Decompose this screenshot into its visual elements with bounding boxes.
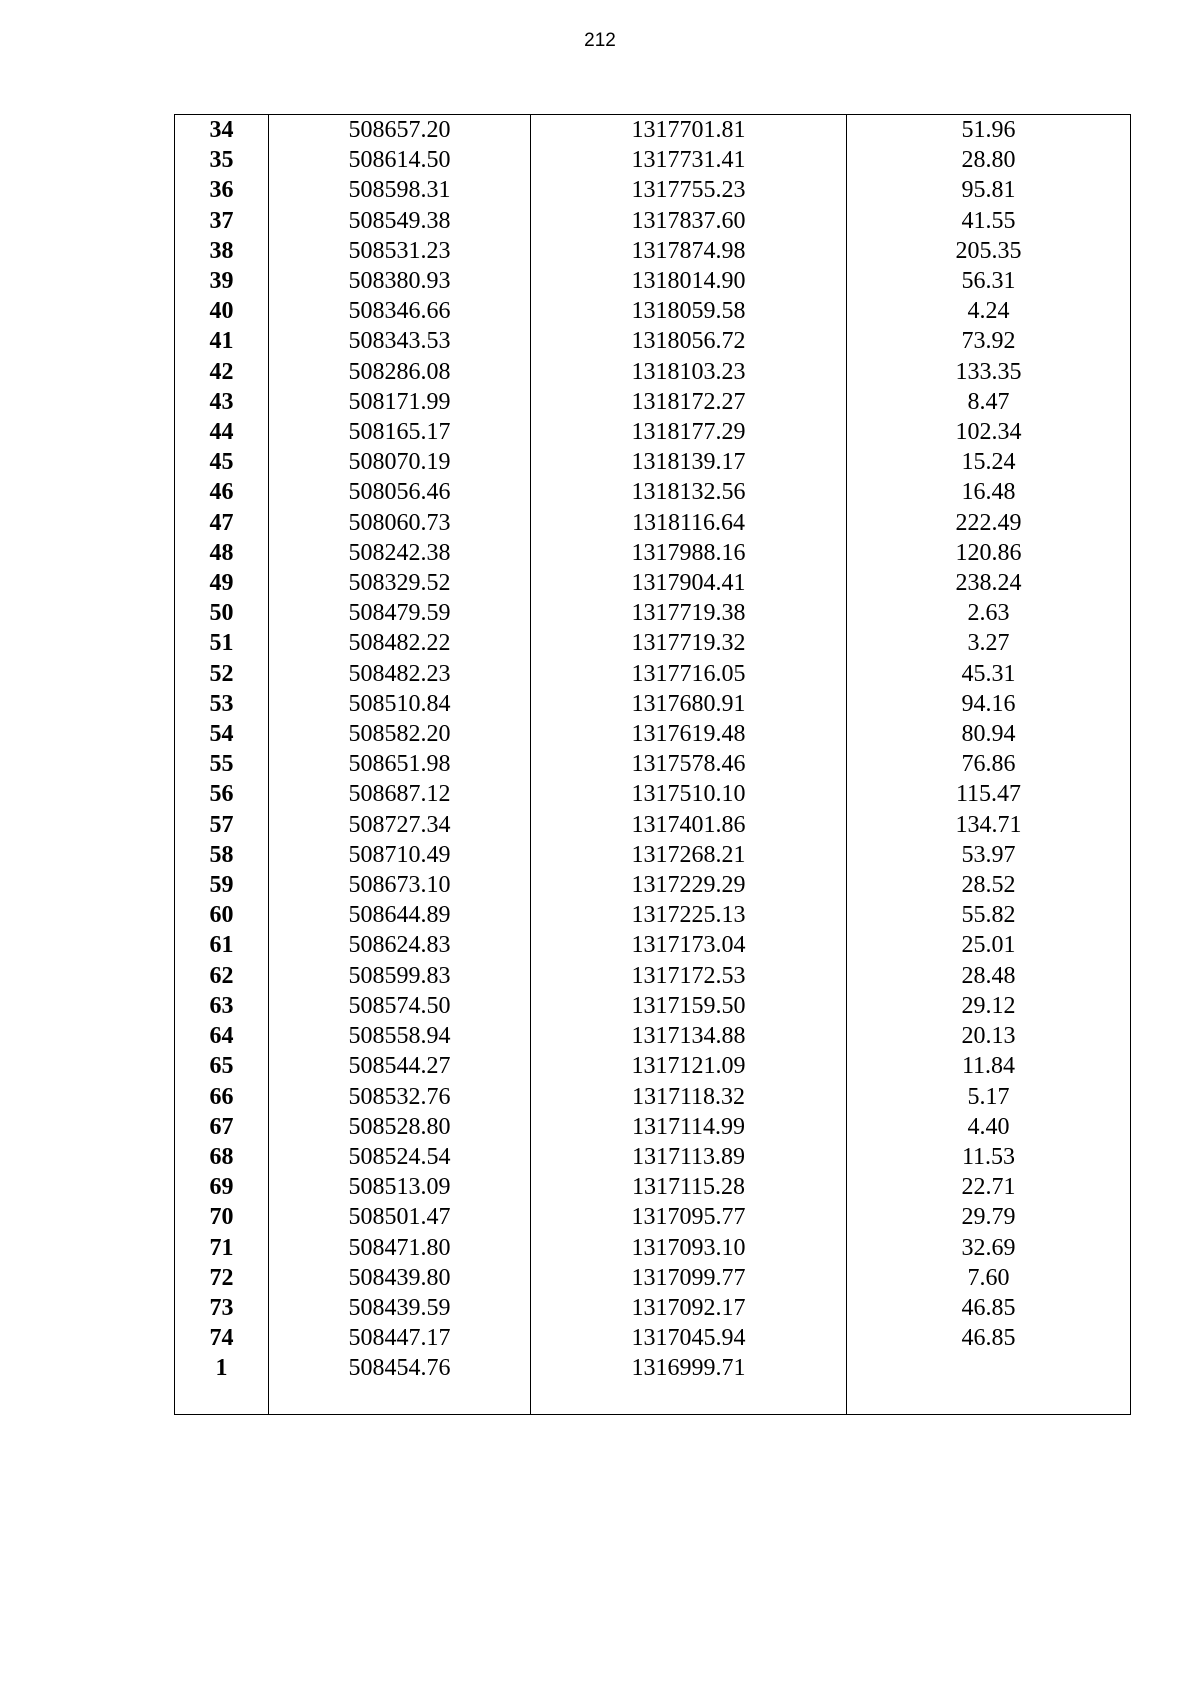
point-number-cell: 55: [175, 749, 269, 779]
table-row: [175, 900, 1131, 930]
y-coordinate-cell: 1318056.72: [531, 326, 847, 356]
x-coordinate-cell: 508482.23: [269, 659, 531, 689]
distance-cell: 29.12: [847, 991, 1131, 1021]
table-row: [175, 991, 1131, 1021]
y-coordinate-cell: 1317229.29: [531, 870, 847, 900]
y-coordinate-cell: 1317114.99: [531, 1112, 847, 1142]
distance-cell: 46.85: [847, 1293, 1131, 1323]
distance-cell: 7.60: [847, 1263, 1131, 1293]
y-coordinate-cell: 1317121.09: [531, 1051, 847, 1081]
y-coordinate-cell: 1317755.23: [531, 175, 847, 205]
distance-cell: 73.92: [847, 326, 1131, 356]
y-coordinate-cell: 1317092.17: [531, 1293, 847, 1323]
point-number-cell: 38: [175, 236, 269, 266]
x-coordinate-cell: 508531.23: [269, 236, 531, 266]
distance-cell: 41.55: [847, 206, 1131, 236]
distance-cell: 46.85: [847, 1323, 1131, 1353]
distance-cell: 20.13: [847, 1021, 1131, 1051]
distance-cell: 28.52: [847, 870, 1131, 900]
x-coordinate-cell: 508574.50: [269, 991, 531, 1021]
y-coordinate-cell: 1317578.46: [531, 749, 847, 779]
distance-cell: 2.63: [847, 598, 1131, 628]
point-number-cell: 41: [175, 326, 269, 356]
point-number-cell: 62: [175, 961, 269, 991]
table-row: [175, 598, 1131, 628]
distance-cell: 28.48: [847, 961, 1131, 991]
point-number-cell: 51: [175, 628, 269, 658]
x-coordinate-cell: 508439.80: [269, 1263, 531, 1293]
y-coordinate-cell: 1317225.13: [531, 900, 847, 930]
x-coordinate-cell: 508454.76: [269, 1353, 531, 1383]
y-coordinate-cell: 1316999.71: [531, 1353, 847, 1383]
table-row: [175, 266, 1131, 296]
x-coordinate-cell: 508510.84: [269, 689, 531, 719]
distance-cell: 3.27: [847, 628, 1131, 658]
point-number-cell: 34: [175, 115, 269, 146]
distance-cell: 238.24: [847, 568, 1131, 598]
distance-cell: 115.47: [847, 779, 1131, 809]
x-coordinate-cell: 508644.89: [269, 900, 531, 930]
x-coordinate-cell: 508524.54: [269, 1142, 531, 1172]
x-coordinate-cell: 508060.73: [269, 508, 531, 538]
table-row: [175, 840, 1131, 870]
table-row: [175, 447, 1131, 477]
y-coordinate-cell: 1317701.81: [531, 115, 847, 146]
x-coordinate-cell: 508286.08: [269, 357, 531, 387]
distance-cell: [847, 1353, 1131, 1383]
distance-cell: 134.71: [847, 810, 1131, 840]
point-number-cell: 52: [175, 659, 269, 689]
distance-cell: 94.16: [847, 689, 1131, 719]
table-row: [175, 961, 1131, 991]
x-coordinate-cell: 508651.98: [269, 749, 531, 779]
point-number-cell: 53: [175, 689, 269, 719]
empty-cell: [531, 1384, 847, 1415]
point-number-cell: 58: [175, 840, 269, 870]
page-number: 212: [584, 30, 616, 51]
coordinates-table-body: [175, 115, 1131, 1415]
y-coordinate-cell: 1317874.98: [531, 236, 847, 266]
point-number-cell: 35: [175, 145, 269, 175]
y-coordinate-cell: 1317093.10: [531, 1233, 847, 1263]
distance-cell: 11.84: [847, 1051, 1131, 1081]
table-row: [175, 145, 1131, 175]
table-row: [175, 326, 1131, 356]
y-coordinate-cell: 1317837.60: [531, 206, 847, 236]
x-coordinate-cell: 508501.47: [269, 1202, 531, 1232]
x-coordinate-cell: 508329.52: [269, 568, 531, 598]
y-coordinate-cell: 1318172.27: [531, 387, 847, 417]
table-row: [175, 930, 1131, 960]
x-coordinate-cell: 508710.49: [269, 840, 531, 870]
table-row: [175, 387, 1131, 417]
y-coordinate-cell: 1317619.48: [531, 719, 847, 749]
distance-cell: 205.35: [847, 236, 1131, 266]
point-number-cell: 50: [175, 598, 269, 628]
distance-cell: 8.47: [847, 387, 1131, 417]
distance-cell: 22.71: [847, 1172, 1131, 1202]
y-coordinate-cell: 1317716.05: [531, 659, 847, 689]
x-coordinate-cell: 508471.80: [269, 1233, 531, 1263]
table-row: [175, 689, 1131, 719]
y-coordinate-cell: 1317988.16: [531, 538, 847, 568]
table-row: [175, 1263, 1131, 1293]
y-coordinate-cell: 1317173.04: [531, 930, 847, 960]
x-coordinate-cell: 508624.83: [269, 930, 531, 960]
x-coordinate-cell: 508346.66: [269, 296, 531, 326]
point-number-cell: 72: [175, 1263, 269, 1293]
distance-cell: 4.40: [847, 1112, 1131, 1142]
y-coordinate-cell: 1317045.94: [531, 1323, 847, 1353]
point-number-cell: 40: [175, 296, 269, 326]
point-number-cell: 65: [175, 1051, 269, 1081]
table-row: [175, 477, 1131, 507]
point-number-cell: 37: [175, 206, 269, 236]
x-coordinate-cell: 508165.17: [269, 417, 531, 447]
table-row: [175, 1051, 1131, 1081]
y-coordinate-cell: 1317401.86: [531, 810, 847, 840]
point-number-cell: 67: [175, 1112, 269, 1142]
y-coordinate-cell: 1317134.88: [531, 1021, 847, 1051]
x-coordinate-cell: 508599.83: [269, 961, 531, 991]
distance-cell: 32.69: [847, 1233, 1131, 1263]
y-coordinate-cell: 1317904.41: [531, 568, 847, 598]
table-spacer-row: [175, 1384, 1131, 1415]
coordinates-table: [174, 114, 1131, 1415]
y-coordinate-cell: 1318059.58: [531, 296, 847, 326]
y-coordinate-cell: 1317159.50: [531, 991, 847, 1021]
distance-cell: 102.34: [847, 417, 1131, 447]
table-row: [175, 1021, 1131, 1051]
x-coordinate-cell: 508447.17: [269, 1323, 531, 1353]
distance-cell: 55.82: [847, 900, 1131, 930]
x-coordinate-cell: 508657.20: [269, 115, 531, 146]
x-coordinate-cell: 508673.10: [269, 870, 531, 900]
table-row: [175, 1172, 1131, 1202]
y-coordinate-cell: 1317731.41: [531, 145, 847, 175]
distance-cell: 11.53: [847, 1142, 1131, 1172]
x-coordinate-cell: 508549.38: [269, 206, 531, 236]
point-number-cell: 36: [175, 175, 269, 205]
point-number-cell: 70: [175, 1202, 269, 1232]
point-number-cell: 49: [175, 568, 269, 598]
y-coordinate-cell: 1317113.89: [531, 1142, 847, 1172]
point-number-cell: 48: [175, 538, 269, 568]
y-coordinate-cell: 1318014.90: [531, 266, 847, 296]
table-row: [175, 810, 1131, 840]
point-number-cell: 60: [175, 900, 269, 930]
distance-cell: 25.01: [847, 930, 1131, 960]
distance-cell: 53.97: [847, 840, 1131, 870]
y-coordinate-cell: 1317099.77: [531, 1263, 847, 1293]
x-coordinate-cell: 508070.19: [269, 447, 531, 477]
distance-cell: 4.24: [847, 296, 1131, 326]
table-row: [175, 417, 1131, 447]
table-row: [175, 236, 1131, 266]
y-coordinate-cell: 1317115.28: [531, 1172, 847, 1202]
y-coordinate-cell: 1318132.56: [531, 477, 847, 507]
x-coordinate-cell: 508614.50: [269, 145, 531, 175]
distance-cell: 29.79: [847, 1202, 1131, 1232]
x-coordinate-cell: 508544.27: [269, 1051, 531, 1081]
y-coordinate-cell: 1317172.53: [531, 961, 847, 991]
point-number-cell: 71: [175, 1233, 269, 1263]
table-row: [175, 175, 1131, 205]
point-number-cell: 68: [175, 1142, 269, 1172]
distance-cell: 120.86: [847, 538, 1131, 568]
point-number-cell: 43: [175, 387, 269, 417]
table-row: [175, 115, 1131, 146]
point-number-cell: 46: [175, 477, 269, 507]
point-number-cell: 47: [175, 508, 269, 538]
distance-cell: 51.96: [847, 115, 1131, 146]
point-number-cell: 64: [175, 1021, 269, 1051]
x-coordinate-cell: 508532.76: [269, 1082, 531, 1112]
point-number-cell: 39: [175, 266, 269, 296]
distance-cell: 15.24: [847, 447, 1131, 477]
x-coordinate-cell: 508687.12: [269, 779, 531, 809]
x-coordinate-cell: 508343.53: [269, 326, 531, 356]
x-coordinate-cell: 508380.93: [269, 266, 531, 296]
point-number-cell: 42: [175, 357, 269, 387]
table-row: [175, 508, 1131, 538]
point-number-cell: 61: [175, 930, 269, 960]
x-coordinate-cell: 508727.34: [269, 810, 531, 840]
y-coordinate-cell: 1317118.32: [531, 1082, 847, 1112]
y-coordinate-cell: 1318116.64: [531, 508, 847, 538]
x-coordinate-cell: 508513.09: [269, 1172, 531, 1202]
point-number-cell: 74: [175, 1323, 269, 1353]
table-row: [175, 1353, 1131, 1383]
empty-cell: [847, 1384, 1131, 1415]
y-coordinate-cell: 1317095.77: [531, 1202, 847, 1232]
table-row: [175, 659, 1131, 689]
x-coordinate-cell: 508558.94: [269, 1021, 531, 1051]
y-coordinate-cell: 1318177.29: [531, 417, 847, 447]
distance-cell: 28.80: [847, 145, 1131, 175]
point-number-cell: 66: [175, 1082, 269, 1112]
y-coordinate-cell: 1317719.38: [531, 598, 847, 628]
point-number-cell: 69: [175, 1172, 269, 1202]
distance-cell: 45.31: [847, 659, 1131, 689]
empty-cell: [175, 1384, 269, 1415]
point-number-cell: 45: [175, 447, 269, 477]
table-row: [175, 749, 1131, 779]
table-row: [175, 1293, 1131, 1323]
y-coordinate-cell: 1317680.91: [531, 689, 847, 719]
x-coordinate-cell: 508598.31: [269, 175, 531, 205]
x-coordinate-cell: 508528.80: [269, 1112, 531, 1142]
y-coordinate-cell: 1317268.21: [531, 840, 847, 870]
point-number-cell: 73: [175, 1293, 269, 1323]
table-row: [175, 296, 1131, 326]
empty-cell: [269, 1384, 531, 1415]
distance-cell: 16.48: [847, 477, 1131, 507]
y-coordinate-cell: 1318139.17: [531, 447, 847, 477]
table-row: [175, 1202, 1131, 1232]
point-number-cell: 1: [175, 1353, 269, 1383]
table-row: [175, 568, 1131, 598]
distance-cell: 80.94: [847, 719, 1131, 749]
distance-cell: 56.31: [847, 266, 1131, 296]
x-coordinate-cell: 508242.38: [269, 538, 531, 568]
table-row: [175, 779, 1131, 809]
distance-cell: 133.35: [847, 357, 1131, 387]
table-row: [175, 628, 1131, 658]
distance-cell: 5.17: [847, 1082, 1131, 1112]
x-coordinate-cell: 508056.46: [269, 477, 531, 507]
x-coordinate-cell: 508439.59: [269, 1293, 531, 1323]
point-number-cell: 44: [175, 417, 269, 447]
y-coordinate-cell: 1318103.23: [531, 357, 847, 387]
table-row: [175, 1323, 1131, 1353]
point-number-cell: 63: [175, 991, 269, 1021]
table-row: [175, 1233, 1131, 1263]
distance-cell: 222.49: [847, 508, 1131, 538]
distance-cell: 76.86: [847, 749, 1131, 779]
point-number-cell: 56: [175, 779, 269, 809]
table-row: [175, 719, 1131, 749]
point-number-cell: 57: [175, 810, 269, 840]
x-coordinate-cell: 508482.22: [269, 628, 531, 658]
y-coordinate-cell: 1317719.32: [531, 628, 847, 658]
x-coordinate-cell: 508479.59: [269, 598, 531, 628]
table-row: [175, 1142, 1131, 1172]
x-coordinate-cell: 508171.99: [269, 387, 531, 417]
table-row: [175, 538, 1131, 568]
table-row: [175, 357, 1131, 387]
point-number-cell: 54: [175, 719, 269, 749]
x-coordinate-cell: 508582.20: [269, 719, 531, 749]
distance-cell: 95.81: [847, 175, 1131, 205]
point-number-cell: 59: [175, 870, 269, 900]
y-coordinate-cell: 1317510.10: [531, 779, 847, 809]
table-row: [175, 206, 1131, 236]
table-row: [175, 870, 1131, 900]
table-row: [175, 1082, 1131, 1112]
table-row: [175, 1112, 1131, 1142]
